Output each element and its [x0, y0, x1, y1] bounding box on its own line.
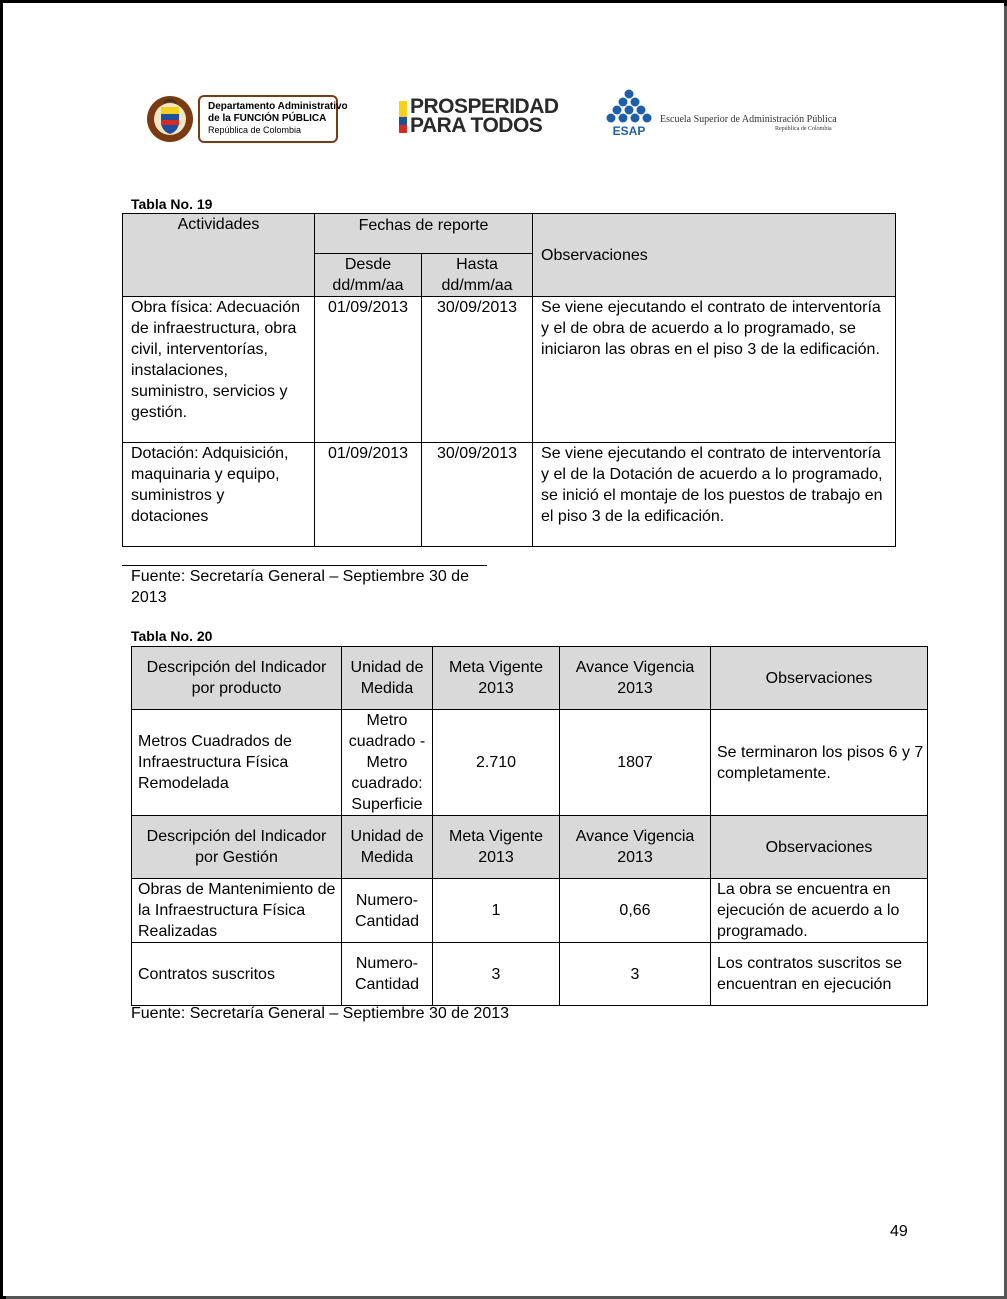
- cell-observaciones: La obra se encuentra en ejecución de acuerdo a lo programado.: [711, 879, 928, 943]
- esap-mark-letters: ESAP: [612, 124, 646, 138]
- dafp-line-2: de la FUNCIÓN PÚBLICA: [208, 113, 327, 124]
- esap-logo: [603, 88, 835, 140]
- flag-bar-icon: [399, 101, 407, 133]
- col-header-observaciones: Observaciones: [533, 214, 896, 297]
- col-header-observaciones: Observaciones: [711, 647, 928, 710]
- cell-avance: 3: [560, 943, 711, 1006]
- table-row: [123, 443, 896, 547]
- esap-subtitle: República de Colombia: [775, 126, 832, 132]
- prosperidad-line-2: PARA TODOS: [410, 114, 543, 137]
- header-row-producto: [132, 647, 928, 710]
- cell-meta: 3: [433, 943, 560, 1006]
- table-19: [122, 213, 896, 547]
- cell-descripcion: Obras de Mantenimiento de la Infraestructura Física Realizadas: [132, 879, 342, 943]
- dafp-line-1: Departamento Administrativo: [208, 101, 348, 112]
- cell-unidad: Numero-Cantidad: [342, 879, 433, 943]
- table19-caption: Tabla No. 19: [131, 196, 213, 212]
- table-row: [132, 710, 928, 816]
- cell-actividad: Dotación: Adquisición, maquinaria y equipo, suministros y dotaciones: [123, 443, 315, 547]
- col-header-meta: Meta Vigente 2013: [433, 647, 560, 710]
- col-header-meta: Meta Vigente 2013: [433, 816, 560, 879]
- table-row: [132, 943, 928, 1006]
- header-row-gestion: [132, 816, 928, 879]
- col-header-actividades: Actividades: [123, 214, 315, 297]
- cell-avance: 0,66: [560, 879, 711, 943]
- cell-hasta: 30/09/2013: [422, 297, 533, 443]
- cell-observaciones: Se viene ejecutando el contrato de interventoría y el de la Dotación de acuerdo a lo programado, se inició el montaje de los puestos de trabajo en el piso 3 de la edificación.: [533, 443, 896, 547]
- table20-source: Fuente: Secretaría General – Septiembre 30 de 2013: [131, 1005, 510, 1022]
- dafp-line-3: República de Colombia: [208, 125, 302, 135]
- table-20: [131, 646, 928, 1006]
- col-header-avance: Avance Vigencia 2013: [560, 816, 711, 879]
- prosperidad-logo: [399, 95, 559, 137]
- table19-source: Fuente: Secretaría General – Septiembre 30 de 2013: [131, 568, 469, 606]
- colombia-coat-of-arms-icon: [146, 93, 194, 145]
- col-header-descripcion: Descripción del Indicador por producto: [132, 647, 342, 710]
- esap-name: Escuela Superior de Administración Pública: [660, 114, 837, 125]
- esap-dots-icon: [603, 88, 655, 138]
- cell-observaciones: Se terminaron los pisos 6 y 7 completamente.: [711, 710, 928, 816]
- cell-actividad: Obra física: Adecuación de infraestructura, obra civil, interventorías, instalaciones, suministro, servicios y gestión.: [123, 297, 315, 443]
- cell-desde: 01/09/2013: [315, 297, 422, 443]
- prosperidad-line-1: PROSPERIDAD: [410, 95, 559, 118]
- table-row: [132, 879, 928, 943]
- cell-meta: 2.710: [433, 710, 560, 816]
- col-header-unidad: Unidad de Medida: [342, 647, 433, 710]
- col-header-observaciones: Observaciones: [711, 816, 928, 879]
- cell-avance: 1807: [560, 710, 711, 816]
- col-header-avance: Avance Vigencia 2013: [560, 647, 711, 710]
- col-header-fechas: Fechas de reporte: [315, 214, 533, 254]
- cell-unidad: Numero-Cantidad: [342, 943, 433, 1006]
- cell-descripcion: Contratos suscritos: [132, 943, 342, 1006]
- col-header-hasta: Hasta dd/mm/aa: [422, 254, 533, 297]
- cell-descripcion: Metros Cuadrados de Infraestructura Física Remodelada: [132, 710, 342, 816]
- page-number: 49: [890, 1223, 908, 1240]
- cell-observaciones: Los contratos suscritos se encuentran en ejecución: [711, 943, 928, 1006]
- cell-unidad: Metro cuadrado - Metro cuadrado: Superficie: [342, 710, 433, 816]
- table20-caption: Tabla No. 20: [131, 628, 213, 644]
- dafp-logo: [146, 93, 348, 145]
- col-header-descripcion: Descripción del Indicador por Gestión: [132, 816, 342, 879]
- col-header-unidad: Unidad de Medida: [342, 816, 433, 879]
- cell-desde: 01/09/2013: [315, 443, 422, 547]
- table-row: [123, 297, 896, 443]
- dafp-name-box: [198, 95, 348, 143]
- cell-observaciones: Se viene ejecutando el contrato de interventoría y el de obra de acuerdo a lo programado, se iniciaron las obras en el piso 3 de la edificación.: [533, 297, 896, 443]
- col-header-desde: Desde dd/mm/aa: [315, 254, 422, 297]
- cell-meta: 1: [433, 879, 560, 943]
- cell-hasta: 30/09/2013: [422, 443, 533, 547]
